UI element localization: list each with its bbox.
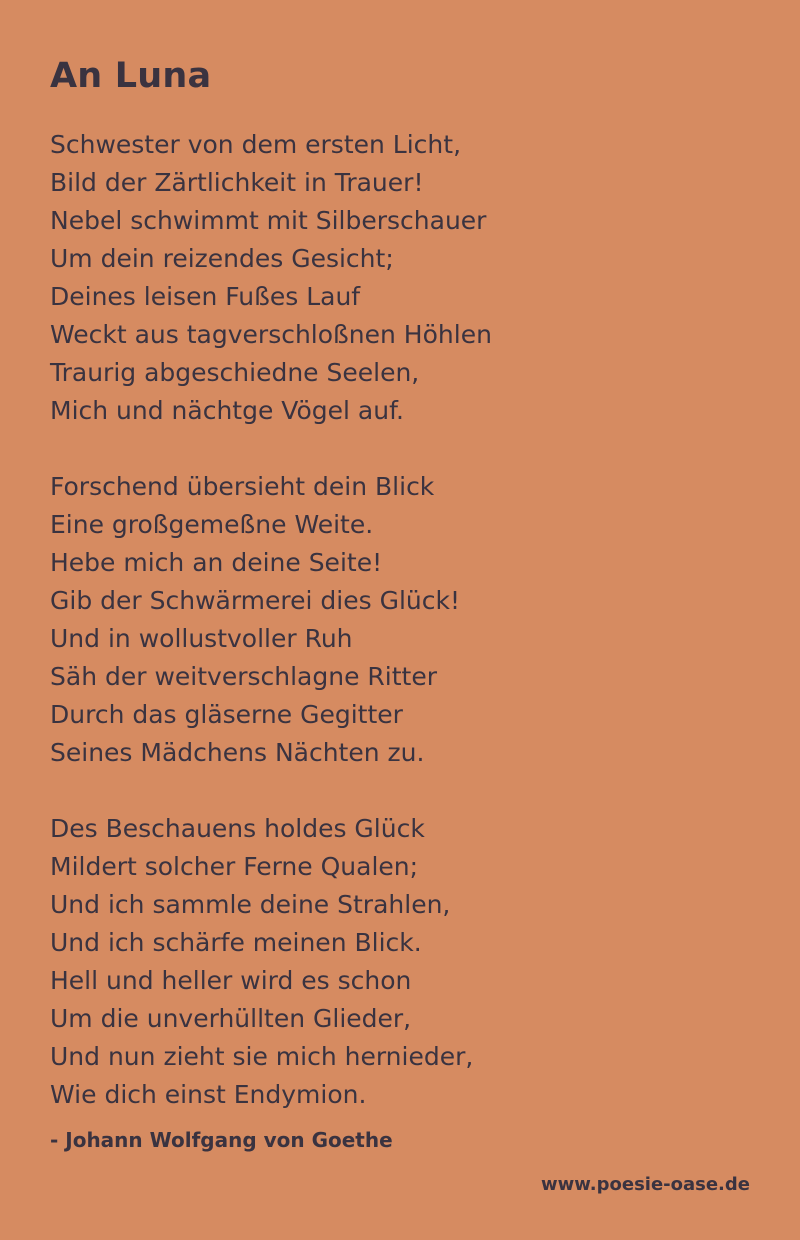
poem-line: Des Beschauens holdes Glück — [50, 814, 425, 843]
poem-line: Und ich sammle deine Strahlen, — [50, 890, 451, 919]
poem-line: Mich und nächtge Vögel auf. — [50, 396, 405, 425]
poem-line: Und ich schärfe meinen Blick. — [50, 928, 422, 957]
poem-line: Hell und heller wird es schon — [50, 966, 412, 995]
poem-line: Seines Mädchens Nächten zu. — [50, 738, 425, 767]
poem-line: Deines leisen Fußes Lauf — [50, 282, 361, 311]
poem-line: Forschend übersieht dein Blick — [50, 472, 435, 501]
poem-line: Weckt aus tagverschloßnen Höhlen — [50, 320, 492, 349]
poem-line: Gib der Schwärmerei dies Glück! — [50, 586, 460, 615]
poem-line: Eine großgemeßne Weite. — [50, 510, 374, 539]
poem-line: Schwester von dem ersten Licht, — [50, 130, 462, 159]
stanza-1 — [50, 126, 750, 430]
poem-line: Hebe mich an deine Seite! — [50, 548, 383, 577]
poem-line: Und in wollustvoller Ruh — [50, 624, 353, 653]
poem-line: Mildert solcher Ferne Qualen; — [50, 852, 419, 881]
poem-line: Durch das gläserne Gegitter — [50, 700, 403, 729]
stanza-2 — [50, 468, 750, 772]
poem-line: Nebel schwimmt mit Silberschauer — [50, 206, 487, 235]
poem-body — [50, 126, 750, 1152]
poem-line: Um dein reizendes Gesicht; — [50, 244, 394, 273]
poem-line: Wie dich einst Endymion. — [50, 1080, 367, 1109]
poem-line: Traurig abgeschiedne Seelen, — [50, 358, 420, 387]
poem-author: - Johann Wolfgang von Goethe — [50, 1128, 393, 1152]
poem-line: Um die unverhüllten Glieder, — [50, 1004, 412, 1033]
website-url: www.poesie-oase.de — [541, 1174, 750, 1195]
poem-line: Bild der Zärtlichkeit in Trauer! — [50, 168, 424, 197]
poem-line: Und nun zieht sie mich hernieder, — [50, 1042, 474, 1071]
poem-line: Säh der weitverschlagne Ritter — [50, 662, 437, 691]
poem-title: An Luna — [50, 56, 212, 96]
stanza-3 — [50, 810, 750, 1114]
